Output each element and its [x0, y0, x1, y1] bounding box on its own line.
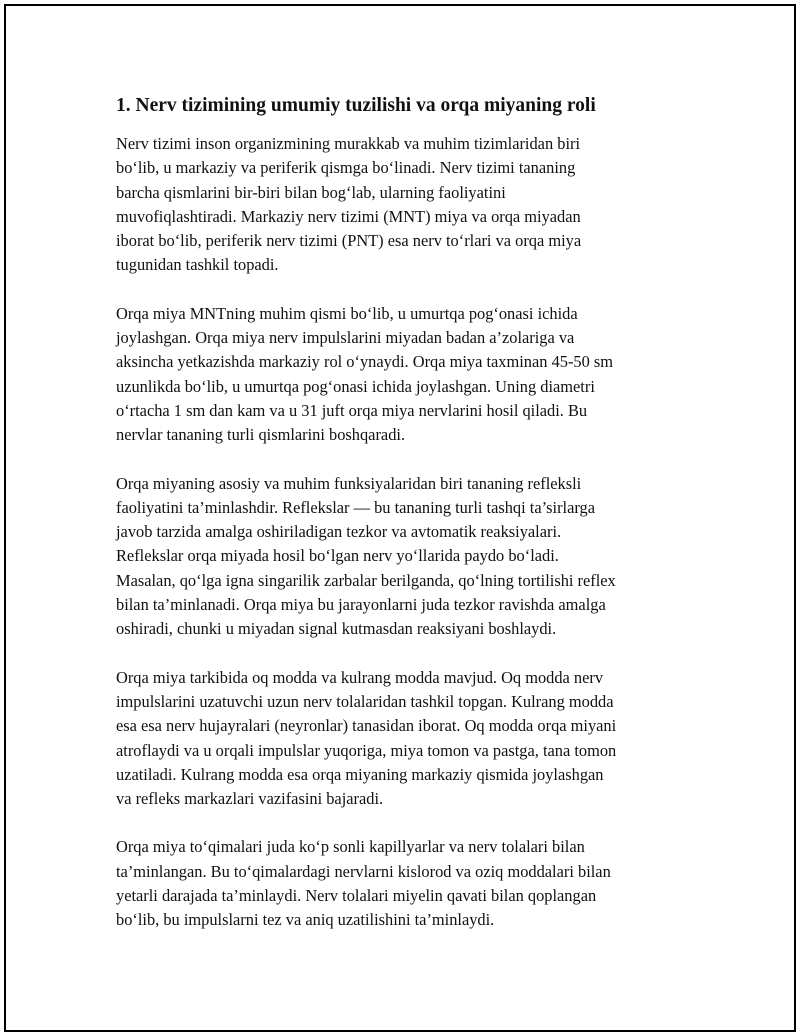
text-line: Nerv tizimi inson organizmining murakkab va muhim tizimlaridan biri — [116, 134, 581, 153]
paragraph-reflex-function — [116, 472, 696, 642]
text-line: joylashgan. Orqa miya nerv impulslarini miyadan badan a’zolariga va — [116, 328, 575, 348]
text-line: bo‘lib, u markaziy va periferik qismga bo‘linadi. Nerv tizimi tananing — [116, 158, 576, 178]
paragraph-blood-supply — [116, 835, 696, 932]
text-line: esa esa nerv hujayralari (neyronlar) tanasidan iborat. Oq modda orqa miyani — [116, 716, 617, 736]
text-line: impulslarini uzatuvchi uzun nerv tolalaridan tashkil topgan. Kulrang modda — [116, 691, 614, 711]
document-body — [116, 92, 696, 957]
text-line: bilan ta’minlanadi. Orqa miya bu jarayonlarni juda tezkor ravishda amalga — [116, 595, 606, 615]
text-line: nervlar tananing turli qismlarini boshqaradi. — [116, 425, 406, 445]
text-line: oshiradi, chunki u miyadan signal kutmasdan reaksiyani boshlaydi. — [116, 619, 557, 639]
text-line: Masalan, qo‘lga igna singarilik zarbalar berilganda, qo‘lning tortilishi reflex — [116, 570, 616, 590]
text-line: bo‘lib, bu impulslarni tez va aniq uzatilishini ta’minlaydi. — [116, 910, 495, 930]
text-line: javob tarzida amalga oshiriladigan tezkor va avtomatik reaksiyalari. — [116, 522, 562, 542]
text-line: faoliyatini ta’minlashdir. Reflekslar — bu tananing turli tashqi ta’sirlarga — [116, 497, 596, 517]
text-line: muvofiqlashtiradi. Markaziy nerv tizimi (MNT) miya va orqa miyadan — [116, 206, 581, 226]
text-line: aksincha yetkazishda markaziy rol o‘ynaydi. Orqa miya taxminan 45-50 sm — [116, 352, 614, 372]
text-line: Orqa miya to‘qimalari juda ko‘p sonli kapillyarlar va nerv tolalari bilan — [116, 837, 585, 857]
text-line: va refleks markazlari vazifasini bajaradi. — [116, 789, 384, 809]
text-line: o‘rtacha 1 sm dan kam va u 31 juft orqa miya nervlarini hosil qiladi. Bu — [116, 400, 588, 420]
paragraph-spinal-cord-structure — [116, 302, 696, 448]
text-line: ta’minlangan. Bu to‘qimalardagi nervlarni kislorod va oziq moddalari bilan — [116, 861, 611, 881]
paragraph-white-gray-matter — [116, 666, 696, 812]
text-line: uzatiladi. Kulrang modda esa orqa miyaning markaziy qismida joylashgan — [116, 764, 604, 784]
text-line: tugunidan tashkil topadi. — [116, 255, 279, 275]
text-line: iborat bo‘lib, periferik nerv tizimi (PNT) esa nerv to‘rlari va orqa miya — [116, 231, 582, 251]
text-line: uzunlikda bo‘lib, u umurtqa pog‘onasi ichida joylashgan. Uning diametri — [116, 376, 595, 396]
text-line: Orqa miya MNTning muhim qismi bo‘lib, u umurtqa pog‘onasi ichida — [116, 303, 578, 323]
text-line: Orqa miyaning asosiy va muhim funksiyalaridan biri tananing refleksli — [116, 473, 582, 493]
section-heading: 1. Nerv tizimining umumiy tuzilishi va orqa miyaning roli — [116, 95, 596, 116]
text-line: barcha qismlarini bir-biri bilan bog‘lab, ularning faoliyatini — [116, 182, 506, 202]
paragraph-nervous-system-overview — [116, 132, 696, 278]
text-line: yetarli darajada ta’minlaydi. Nerv tolalari miyelin qavati bilan qoplangan — [116, 886, 597, 906]
text-line: atroflaydi va u orqali impulslar yuqoriga, miya tomon va pastga, tana tomon — [116, 740, 617, 760]
text-line: Orqa miya tarkibida oq modda va kulrang modda mavjud. Oq modda nerv — [116, 667, 604, 687]
text-line: Reflekslar orqa miyada hosil bo‘lgan nerv yo‘llarida paydo bo‘ladi. — [116, 546, 559, 566]
